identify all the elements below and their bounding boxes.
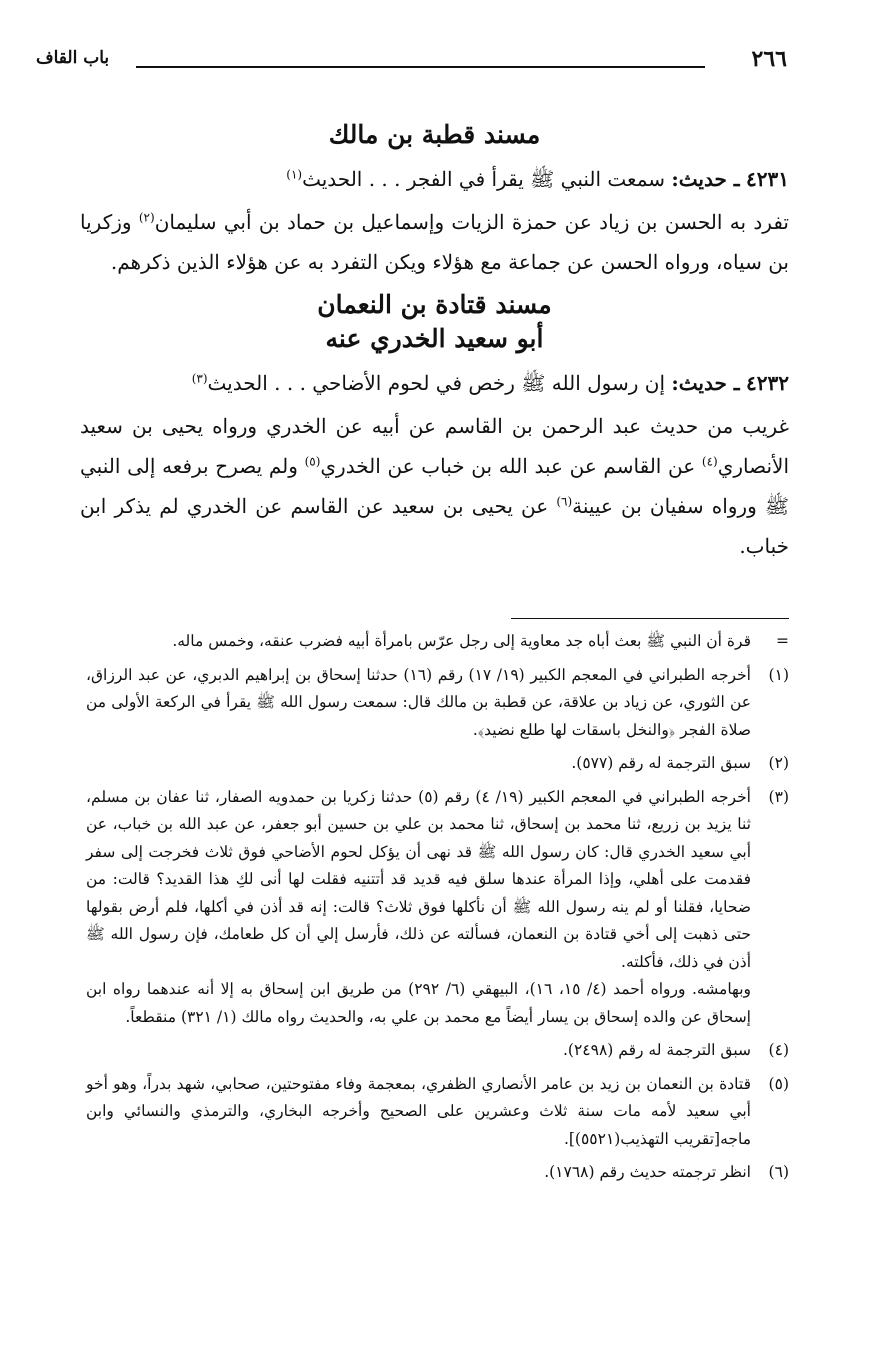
- hadith-label: حديث: [678, 167, 727, 191]
- footnote-1: [86, 662, 789, 745]
- footnote-3: [86, 784, 789, 1032]
- chapter-title: باب القاف: [36, 48, 110, 68]
- commentary-text: غريب من حديث عبد الرحمن بن القاسم عن أبيه عن الخدري ورواه يحيى بن سعيد الأنصاري: [80, 414, 789, 478]
- footnote-ref: (١): [286, 167, 303, 182]
- hadith-dash: ـ: [726, 371, 740, 395]
- commentary-paragraph: [80, 406, 789, 566]
- footnote-text: انظر ترجمته حديث رقم (١٧٦٨).: [544, 1163, 751, 1181]
- footnote-2: [86, 750, 789, 778]
- footnote-text: أخرجه الطبراني في المعجم الكبير (١٩/ ١٧) رقم (١٦) حدثنا إسحاق بن إبراهيم الدبري، عن عبد الرزاق، عن الثوري، عن زياد بن علاقة، عن قطبة بن مالك قال: سمعت رسول الله ﷺ يقرأ في الركعة الأولى من صلاة الفجر ﴿والنخل باسقات لها طلع نضيد﴾.: [86, 665, 751, 739]
- footnote-ref: (٥): [304, 454, 321, 469]
- footnote-6: [86, 1159, 789, 1187]
- commentary-text: عن يحيى بن سعيد عن القاسم عن الخدري لم يذكر ابن خباب.: [80, 494, 789, 558]
- footnote-ref: (٢): [138, 210, 155, 225]
- page-header: [36, 46, 787, 70]
- footnote-5: [86, 1071, 789, 1154]
- footnote-text: وبهامشه. ورواه أحمد (٤/ ١٥، ١٦)، البيهقي (٦/ ٢٩٢) من طريق ابن إسحاق به إلا أنه عندهما رواه ابن إسحاق عن والده إسحاق بن يسار أيضاً مع محمد بن علي به، والحديث رواه مالك (١/ ٣٢١) منقطعاً.: [86, 980, 752, 1026]
- footnote-separator: [511, 618, 789, 619]
- footnotes: [86, 628, 789, 1193]
- hadith-number: ٤٢٣٢: [746, 371, 789, 395]
- commentary-text: وزكريا بن سياه، ورواه الحسن عن جماعة مع هؤلاء ويكن التفرد به عن هؤلاء الذين ذكرهم.: [80, 210, 789, 274]
- footnote-ref: (٣): [191, 371, 208, 386]
- footnote-continuation: [86, 628, 789, 656]
- section-title-qatada: مسند قتادة بن النعمان: [317, 290, 552, 319]
- hadith-label: حديث: [678, 371, 727, 395]
- hadith-dash: ـ: [726, 167, 740, 191]
- commentary-text: عن القاسم عن عبد الله بن خباب عن الخدري: [320, 454, 702, 478]
- section-subtitle: أبو سعيد الخدري عنه: [325, 324, 544, 353]
- page-number: ٢٦٦: [751, 46, 787, 72]
- commentary-paragraph: [80, 202, 789, 282]
- footnote-text: قرة أن النبي ﷺ بعث أباه جد معاوية إلى رجل عرّس بامرأة أبيه فضرب عنقه، وخمس ماله.: [172, 632, 751, 650]
- section-title-qutba: مسند قطبة بن مالك: [328, 120, 541, 149]
- commentary-text: تفرد به الحسن بن زياد عن حمزة الزيات وإسماعيل بن حماد بن أبي سليمان: [154, 210, 790, 234]
- hadith-colon: :: [671, 167, 679, 191]
- header-rule: [136, 66, 705, 68]
- footnote-ref: (٤): [701, 454, 718, 469]
- footnote-text: قتادة بن النعمان بن زيد بن عامر الأنصاري الظفري، بمعجمة وفاء مفتوحتين، صحابي، شهد بدراً، وهو أخو أبي سعيد لأمه مات سنة ثلاث وعشرين على الصحيح وأخرجه البخاري، والترمذي والنسائي وابن ماجه[تقريب التهذيب(٥٥٢١)].: [86, 1074, 751, 1148]
- hadith-text: سمعت النبي ﷺ يقرأ في الفجر . . . الحديث: [302, 167, 666, 191]
- footnote-text: أخرجه الطبراني في المعجم الكبير (١٩/ ٤) رقم (٥) حدثنا زكريا بن حمدويه الصفار، ثنا عفان بن مسلم، ثنا يزيد بن زريع، ثنا محمد بن إسحاق، ثنا محمد بن علي بن حسين أبو جعفر، عن عبد الله بن خباب، عن أبي سعيد الخدري قال: كان رسول الله ﷺ قد نهى أن يؤكل لحوم الأضاحي فوق ثلاث فخرجت إلى سفر فقدمت على أهلي، وإذا المرأة عندها سلق فيه قديد قد أتتنيه فقلت لها أنى لكِ هذا القديد؟ قالت: من ضحايا، فقلنا أو لم ينه رسول الله ﷺ أن نأكلها فوق ثلاث؟ قالت: إنه قد أذن في أكلها، فلم أرض بقولها حتى ذهبت إلى أخي قتادة بن النعمان، فسألته عن ذلك، فأرسل إلي أن كل طعامك، فإن رسول الله ﷺ أذن في ذلك، فأكلته.: [86, 787, 751, 971]
- footnote-body: [86, 784, 751, 1032]
- footnote-number: (٦): [768, 1163, 789, 1181]
- hadith-4231: [80, 162, 789, 196]
- commentary-text: ولم يصرح برفعه إلى النبي ﷺ ورواه سفيان بن عيينة: [80, 454, 790, 518]
- footnote-4: [86, 1037, 789, 1065]
- footnote-number: (١): [768, 665, 789, 684]
- footnote-number: (٢): [768, 754, 789, 772]
- footnote-number: (٤): [768, 1041, 789, 1059]
- footnote-ref: (٦): [556, 494, 573, 509]
- footnote-number: =: [776, 632, 789, 650]
- main-text: [80, 118, 789, 572]
- footnote-text: سبق الترجمة له رقم (٥٧٧).: [571, 754, 751, 772]
- hadith-4232: [80, 366, 789, 400]
- footnote-number: (٣): [768, 787, 789, 806]
- hadith-number: ٤٢٣١: [746, 167, 789, 191]
- hadith-colon: :: [671, 371, 679, 395]
- footnote-text: سبق الترجمة له رقم (٢٤٩٨).: [563, 1041, 751, 1059]
- footnote-number: (٥): [768, 1074, 789, 1093]
- hadith-text: إن رسول الله ﷺ رخص في لحوم الأضاحي . . . الحديث: [207, 371, 666, 395]
